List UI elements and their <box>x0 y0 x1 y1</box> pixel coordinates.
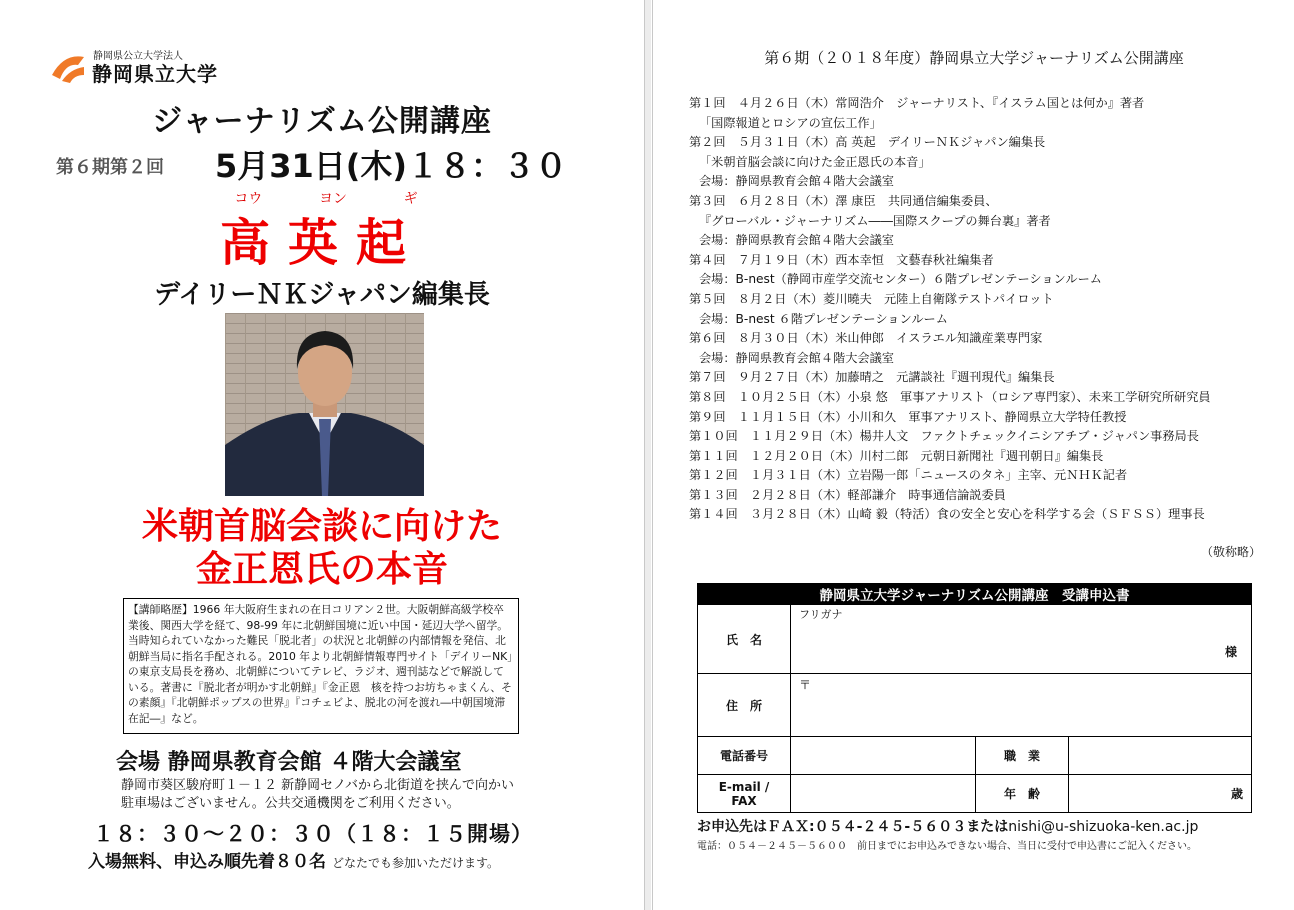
application-form <box>697 583 1252 813</box>
schedule-row: 第６回 ８月３０日（木）米山伸郎 イスラエル知識産業専門家 <box>689 331 1043 346</box>
apply-email[interactable]: nishi@u-shizuoka-ken.ac.jp <box>1008 819 1199 835</box>
postal-mark: 〒 <box>799 678 812 692</box>
reading-part: コウ <box>234 191 263 207</box>
age-label: 年 齢 <box>976 775 1069 813</box>
speaker-biography: 【講師略歴】1966 年大阪府生まれの在日コリアン２世。大阪朝鮮高級学校卒業後、関西大学を経て、98-99 年に北朝鮮国境に近い中国・延辺大学へ留学。当時知られていなかった難民「脱北者」の状況と北朝鮮の内部情報を発信、北朝鮮当局に指名手配される。2010 年より北朝鮮情報専門サイト「デイリーNK」の東京支局長を務め、北朝鮮についてテレビ、ラジオ、週刊誌などで解説している。著書に『脱北者が明かす北朝鮮』『金正恩 核を持つお坊ちゃまくん、その素顔』『北朝鮮ポップスの世界』『コチェビよ、脱北の河を渡れ―中朝国境滞在記―』など。 <box>123 598 519 734</box>
right-schedule-page <box>652 0 1294 910</box>
furigana-label: フリガナ <box>799 608 843 621</box>
schedule-row: 「国際報道とロシアの宣伝工作」 <box>699 115 882 130</box>
form-title: 静岡県立大学ジャーナリズム公開講座 受講申込書 <box>698 584 1252 605</box>
reading-part: ギ <box>403 191 418 207</box>
occupation-field[interactable] <box>1069 737 1252 775</box>
email-fax-field[interactable] <box>791 775 976 813</box>
schedule-row: 第１４回 ３月２８日（木）山崎 毅（特活）食の安全と安心を科学する会（ＳＦＳＳ）理事長 <box>689 507 1205 522</box>
schedule-row: 第１回 ４月２６日（木）常岡浩介 ジャーナリスト、『イスラム国とは何か』著者 <box>689 96 1145 110</box>
application-contact <box>697 816 1198 836</box>
address-field[interactable] <box>791 674 1252 737</box>
email-fax-label: E-mail / FAX <box>698 775 791 813</box>
address-line-1: 静岡市葵区駿府町１－１２ 新静岡セノバから北街道を挟んで向かい <box>121 778 514 793</box>
series-title: ジャーナリズム公開講座 <box>152 104 492 139</box>
schedule-row: 「米朝首脳会談に向けた金正恩氏の本音」 <box>699 154 931 169</box>
phone-note: 電話：０５４－２４５－５６００ 前日までにお申込みできない場合、当日に受付で申込書にご記入ください。 <box>697 841 1197 852</box>
occupation-label: 職 業 <box>976 737 1069 775</box>
lecture-date-time: 5月31日(木)１８：３０ <box>215 147 568 185</box>
speaker-name: 高英起 <box>220 214 424 272</box>
schedule-row: 第５回 ８月２日（木）菱川曉夫 元陸上自衛隊テストパイロット <box>689 291 1054 306</box>
schedule-row: 第７回 ９月２７日（木）加藤晴之 元講談社『週刊現代』編集長 <box>689 370 1055 385</box>
apply-fax-text: お申込先はＦＡＸ:０５４-２４５-５６０３または <box>697 819 1009 835</box>
schedule-row: 会場：静岡県教育会館４階大会議室 <box>699 233 894 248</box>
schedule-row: 『グローバル・ジャーナリズム――国際スクープの舞台裏』著者 <box>699 213 1051 228</box>
name-field[interactable] <box>791 605 1252 674</box>
schedule-row: 第１１回 １２月２０日（木）川村二郎 元朝日新聞社『週刊朝日』編集長 <box>689 448 1104 463</box>
admission-info <box>88 847 499 872</box>
schedule-row: 第９回 １１月１５日（木）小川和久 軍事アナリスト、静岡県立大学特任教授 <box>689 409 1127 424</box>
session-number: 第６期第２回 <box>56 157 164 178</box>
lecture-schedule <box>689 94 1289 525</box>
university-name: 静岡県立大学 <box>92 62 218 86</box>
university-logo-icon <box>50 49 86 85</box>
schedule-row: 第１２回 １月３１日（木）立岩陽一郎「ニュースのタネ」主宰、元ＮＨＫ記者 <box>689 468 1128 483</box>
lecture-time: １８：３０～２０：３０（１８：１５開場） <box>93 822 533 846</box>
schedule-row: 第４回 ７月１９日（木）西本幸恒 文藝春秋社編集者 <box>689 252 994 267</box>
schedule-row: 会場：静岡県教育会館４階大会議室 <box>699 350 894 365</box>
venue-address <box>121 777 514 813</box>
topic-line-2: 金正恩氏の本音 <box>195 549 448 590</box>
phone-field[interactable] <box>791 737 976 775</box>
admission-text: 入場無料、申込み順先着８０名 <box>88 852 326 872</box>
schedule-row: 会場：静岡県教育会館４階大会議室 <box>699 174 894 189</box>
schedule-title: 第６期（２０１８年度）静岡県立大学ジャーナリズム公開講座 <box>764 49 1184 67</box>
page-gap <box>645 0 651 910</box>
age-field[interactable] <box>1069 775 1252 813</box>
admission-note: どなたでも参加いただけます。 <box>332 856 500 870</box>
speaker-photo <box>225 313 424 496</box>
schedule-row: 第１３回 ２月２８日（木）軽部謙介 時事通信論説委員 <box>689 487 1006 502</box>
schedule-row: 会場：B-nest ６階プレゼンテーションルーム <box>699 311 948 326</box>
speaker-position: デイリーＮＫジャパン編集長 <box>154 280 490 310</box>
schedule-row: 会場：B-nest（静岡市産学交流センター）６階プレゼンテーションルーム <box>699 272 1102 287</box>
schedule-row: 第２回 ５月３１日（木）高 英起 デイリーＮＫジャパン編集長 <box>689 135 1046 150</box>
venue: 会場 静岡県教育会館 ４階大会議室 <box>116 750 462 775</box>
phone-label: 電話番号 <box>698 737 791 775</box>
topic-line-1: 米朝首脳会談に向けた <box>141 506 502 547</box>
honorifics-omitted-note: （敬称略） <box>1201 545 1262 559</box>
reading-part: ヨン <box>318 191 347 207</box>
age-unit: 歳 <box>1230 787 1243 801</box>
address-line-2: 駐車場はございません。公共交通機関をご利用ください。 <box>121 796 460 811</box>
address-label: 住 所 <box>698 674 791 737</box>
sama-label: 様 <box>1224 645 1237 659</box>
schedule-row: 第３回 ６月２８日（木）澤 康臣 共同通信編集委員、 <box>689 193 998 208</box>
name-label: 氏 名 <box>698 605 791 674</box>
schedule-row: 第１０回 １１月２９日（木）楊井人文 ファクトチェックイニシアチブ・ジャパン事務局長 <box>689 429 1199 444</box>
schedule-row: 第８回 １０月２５日（木）小泉 悠 軍事アナリスト（ロシア専門家）、未来工学研究所研究員 <box>689 389 1211 404</box>
left-flyer-page <box>0 0 645 910</box>
lecture-topic <box>0 505 644 591</box>
university-corporation-label: 静岡県公立大学法人 <box>93 51 183 62</box>
